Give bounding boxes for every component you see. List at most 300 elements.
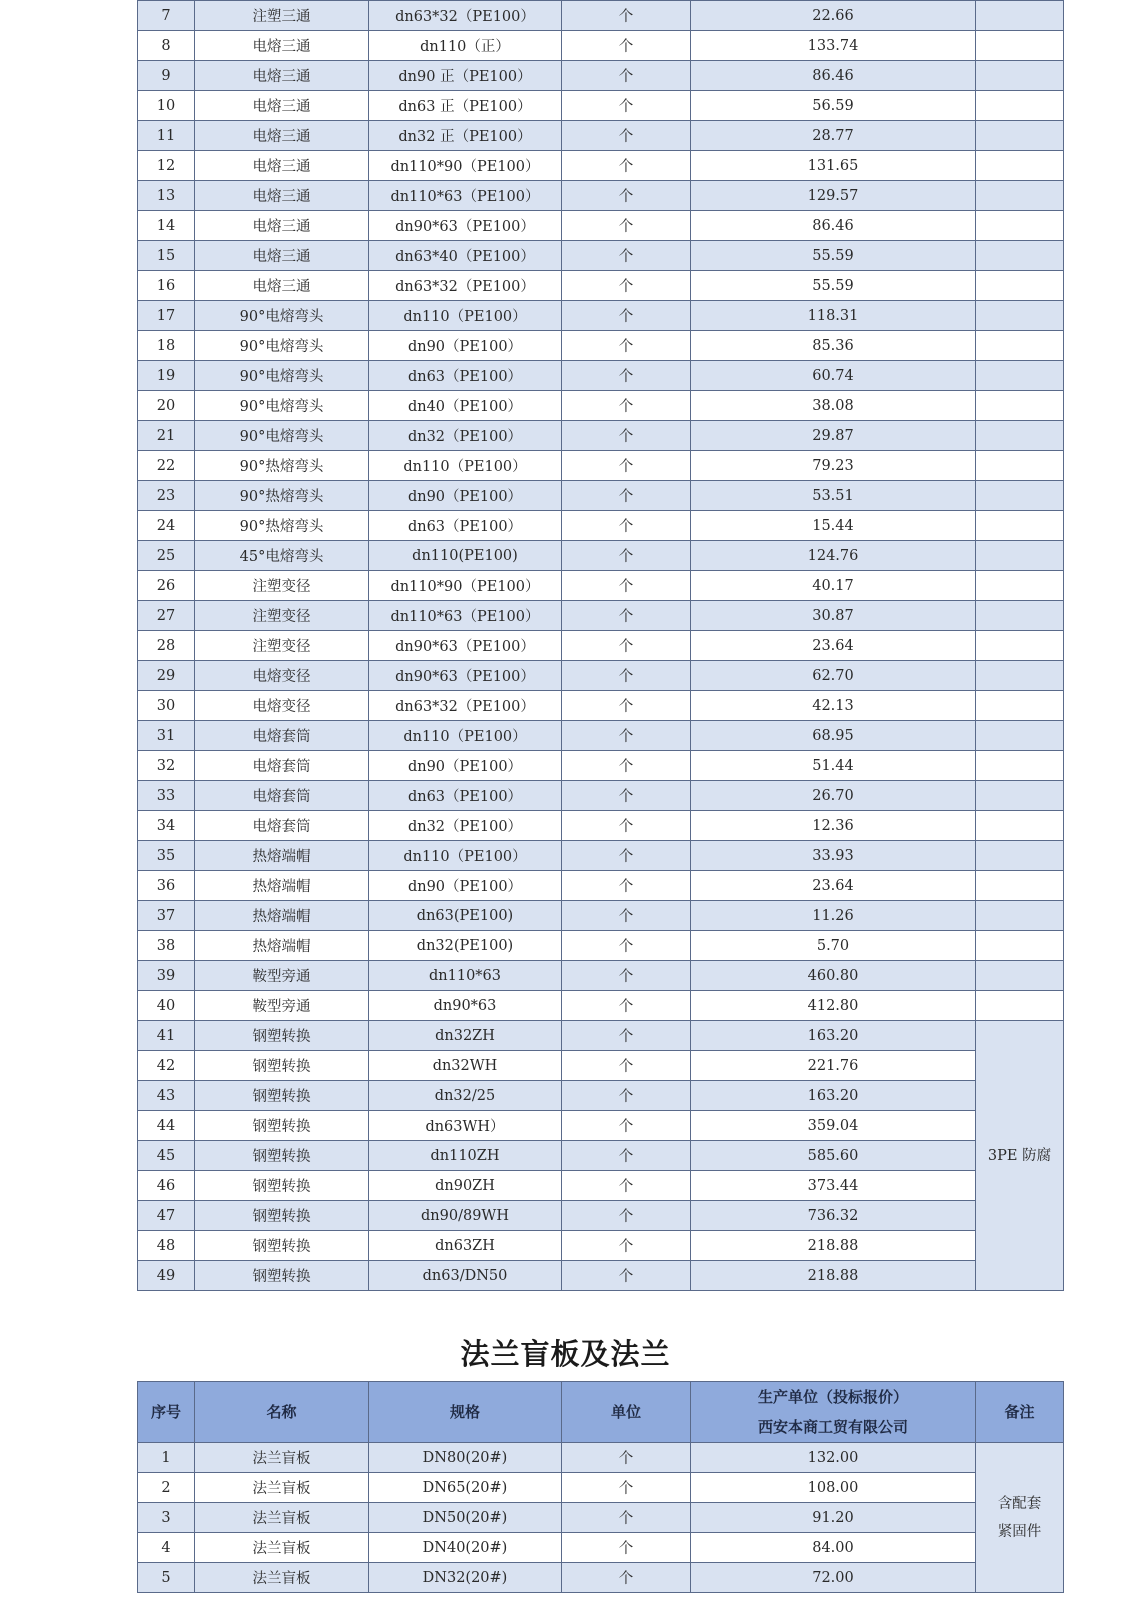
table-row [138,781,1064,811]
cell-no: 27 [138,601,195,631]
cell-spec: dn110*90（PE100） [369,571,562,601]
cell-price: 79.23 [691,451,976,481]
cell-note [976,241,1064,271]
table-row [138,1,1064,31]
cell-name: 钢塑转换 [195,1171,369,1201]
cell-price: 55.59 [691,241,976,271]
cell-spec: dn63*32（PE100） [369,1,562,31]
cell-note [976,661,1064,691]
cell-price: 33.93 [691,841,976,871]
cell-no: 7 [138,1,195,31]
cell-spec: dn32（PE100） [369,421,562,451]
header-note: 备注 [976,1382,1064,1443]
cell-no: 26 [138,571,195,601]
cell-name: 电熔套筒 [195,751,369,781]
table-row [138,1171,1064,1201]
table-row [138,451,1064,481]
cell-unit: 个 [562,841,691,871]
cell-spec: dn90*63（PE100） [369,631,562,661]
table-row [138,661,1064,691]
cell-name: 钢塑转换 [195,1201,369,1231]
cell-unit: 个 [562,61,691,91]
cell-spec: dn90/89WH [369,1201,562,1231]
cell-unit: 个 [562,121,691,151]
cell-name: 钢塑转换 [195,1111,369,1141]
cell-name: 电熔套筒 [195,811,369,841]
fastener-note [976,1443,1064,1593]
cell-unit: 个 [562,811,691,841]
cell-no: 4 [138,1533,195,1563]
cell-unit: 个 [562,511,691,541]
cell-unit: 个 [562,1111,691,1141]
table-row [138,361,1064,391]
table-row [138,691,1064,721]
cell-price: 86.46 [691,61,976,91]
cell-no: 22 [138,451,195,481]
cell-price: 124.76 [691,541,976,571]
section-title: 法兰盲板及法兰 [460,1337,671,1371]
cell-unit: 个 [562,151,691,181]
cell-unit: 个 [562,1021,691,1051]
cell-unit: 个 [562,421,691,451]
cell-price: 85.36 [691,331,976,361]
cell-note [976,991,1064,1021]
table-row [138,301,1064,331]
cell-name: 电熔变径 [195,661,369,691]
cell-no: 16 [138,271,195,301]
cell-unit: 个 [562,931,691,961]
table-row [138,331,1064,361]
cell-name: 热熔端帽 [195,841,369,871]
cell-note [976,631,1064,661]
cell-price: 11.26 [691,901,976,931]
cell-no: 10 [138,91,195,121]
cell-unit: 个 [562,541,691,571]
table-row [138,1533,1064,1563]
cell-spec: DN32(20#) [369,1563,562,1593]
cell-spec: dn63(PE100) [369,901,562,931]
cell-no: 37 [138,901,195,931]
cell-spec: dn63 正（PE100） [369,91,562,121]
cell-name: 电熔三通 [195,31,369,61]
cell-unit: 个 [562,331,691,361]
cell-unit: 个 [562,1081,691,1111]
cell-name: 注塑变径 [195,601,369,631]
cell-unit: 个 [562,91,691,121]
table-row [138,1563,1064,1593]
cell-no: 14 [138,211,195,241]
cell-price: 108.00 [691,1473,976,1503]
cell-unit: 个 [562,871,691,901]
cell-name: 90°热熔弯头 [195,481,369,511]
cell-name: 45°电熔弯头 [195,541,369,571]
cell-note [976,391,1064,421]
cell-note [976,1,1064,31]
cell-name: 热熔端帽 [195,871,369,901]
cell-spec: DN65(20#) [369,1473,562,1503]
cell-note [976,931,1064,961]
cell-unit: 个 [562,691,691,721]
header-price [691,1382,976,1443]
cell-name: 电熔套筒 [195,721,369,751]
cell-price: 131.65 [691,151,976,181]
cell-name: 电熔三通 [195,211,369,241]
cell-no: 31 [138,721,195,751]
cell-unit: 个 [562,31,691,61]
table-row [138,1141,1064,1171]
cell-name: 法兰盲板 [195,1473,369,1503]
cell-price: 60.74 [691,361,976,391]
table-header-row [138,1382,1064,1443]
table-row [138,541,1064,571]
cell-note [976,301,1064,331]
cell-unit: 个 [562,1,691,31]
table-row [138,241,1064,271]
cell-spec: dn63（PE100） [369,511,562,541]
cell-note [976,541,1064,571]
cell-note [976,601,1064,631]
cell-spec: dn63*32（PE100） [369,271,562,301]
table-row [138,211,1064,241]
table-row [138,631,1064,661]
table-row [138,31,1064,61]
cell-price: 218.88 [691,1231,976,1261]
cell-name: 电熔三通 [195,61,369,91]
cell-name: 90°电熔弯头 [195,421,369,451]
cell-no: 12 [138,151,195,181]
cell-price: 29.87 [691,421,976,451]
cell-note [976,691,1064,721]
header-no: 序号 [138,1382,195,1443]
steel-plastic-note: 3PE 防腐 [976,1021,1064,1291]
fastener-note-line2: 紧固件 [997,1523,1042,1540]
cell-no: 43 [138,1081,195,1111]
table-row [138,961,1064,991]
header-name: 名称 [195,1382,369,1443]
cell-price: 72.00 [691,1563,976,1593]
cell-note [976,361,1064,391]
cell-name: 钢塑转换 [195,1141,369,1171]
cell-unit: 个 [562,1503,691,1533]
cell-price: 218.88 [691,1261,976,1291]
cell-note [976,31,1064,61]
cell-spec: dn110（PE100） [369,721,562,751]
cell-no: 23 [138,481,195,511]
cell-no: 42 [138,1051,195,1081]
cell-spec: dn32/25 [369,1081,562,1111]
cell-note [976,271,1064,301]
header-price-line2: 西安本商工贸有限公司 [757,1418,908,1436]
cell-unit: 个 [562,1141,691,1171]
cell-no: 48 [138,1231,195,1261]
cell-spec: dn110*90（PE100） [369,151,562,181]
cell-no: 9 [138,61,195,91]
table-row [138,931,1064,961]
cell-no: 45 [138,1141,195,1171]
cell-price: 129.57 [691,181,976,211]
cell-unit: 个 [562,211,691,241]
cell-no: 35 [138,841,195,871]
cell-spec: dn63（PE100） [369,781,562,811]
cell-name: 电熔三通 [195,121,369,151]
cell-spec: DN50(20#) [369,1503,562,1533]
cell-spec: dn90 正（PE100） [369,61,562,91]
table-row [138,1473,1064,1503]
cell-price: 84.00 [691,1533,976,1563]
cell-price: 460.80 [691,961,976,991]
cell-spec: dn90（PE100） [369,331,562,361]
table-row [138,181,1064,211]
cell-no: 19 [138,361,195,391]
cell-spec: dn110(PE100) [369,541,562,571]
cell-note [976,901,1064,931]
cell-unit: 个 [562,751,691,781]
cell-spec: dn90*63（PE100） [369,661,562,691]
cell-unit: 个 [562,1171,691,1201]
cell-note [976,961,1064,991]
cell-no: 24 [138,511,195,541]
cell-name: 钢塑转换 [195,1081,369,1111]
cell-no: 21 [138,421,195,451]
cell-price: 42.13 [691,691,976,721]
cell-price: 15.44 [691,511,976,541]
table-row [138,1503,1064,1533]
cell-spec: dn90*63 [369,991,562,1021]
header-unit: 单位 [562,1382,691,1443]
cell-price: 38.08 [691,391,976,421]
table-row [138,721,1064,751]
table-row [138,1111,1064,1141]
cell-name: 电熔三通 [195,91,369,121]
table-row [138,751,1064,781]
cell-no: 11 [138,121,195,151]
cell-unit: 个 [562,1443,691,1473]
cell-no: 40 [138,991,195,1021]
cell-note [976,61,1064,91]
table-row [138,901,1064,931]
cell-unit: 个 [562,1051,691,1081]
cell-spec: dn90（PE100） [369,871,562,901]
cell-name: 法兰盲板 [195,1533,369,1563]
cell-note [976,331,1064,361]
cell-price: 30.87 [691,601,976,631]
cell-spec: dn90（PE100） [369,481,562,511]
cell-price: 163.20 [691,1021,976,1051]
cell-spec: dn90ZH [369,1171,562,1201]
cell-note [976,451,1064,481]
table-row [138,1201,1064,1231]
cell-spec: dn63*32（PE100） [369,691,562,721]
cell-name: 法兰盲板 [195,1563,369,1593]
cell-price: 585.60 [691,1141,976,1171]
cell-no: 41 [138,1021,195,1051]
cell-spec: dn110*63（PE100） [369,181,562,211]
cell-name: 90°电熔弯头 [195,331,369,361]
cell-spec: dn90*63（PE100） [369,211,562,241]
cell-no: 46 [138,1171,195,1201]
table-row [138,1261,1064,1291]
cell-price: 51.44 [691,751,976,781]
cell-unit: 个 [562,901,691,931]
cell-unit: 个 [562,961,691,991]
table-row [138,151,1064,181]
cell-name: 注塑三通 [195,1,369,31]
cell-name: 90°热熔弯头 [195,511,369,541]
cell-note [976,421,1064,451]
header-price-line1: 生产单位（投标报价） [757,1388,908,1406]
cell-price: 28.77 [691,121,976,151]
cell-no: 32 [138,751,195,781]
cell-name: 热熔端帽 [195,931,369,961]
cell-no: 28 [138,631,195,661]
cell-name: 电熔套筒 [195,781,369,811]
cell-no: 1 [138,1443,195,1473]
cell-unit: 个 [562,601,691,631]
cell-spec: dn63WH） [369,1111,562,1141]
cell-spec: dn110（正） [369,31,562,61]
cell-name: 90°电熔弯头 [195,391,369,421]
cell-unit: 个 [562,1261,691,1291]
cell-spec: dn110（PE100） [369,841,562,871]
cell-unit: 个 [562,991,691,1021]
cell-price: 373.44 [691,1171,976,1201]
cell-no: 8 [138,31,195,61]
cell-unit: 个 [562,361,691,391]
cell-note [976,511,1064,541]
cell-price: 23.64 [691,631,976,661]
cell-note [976,181,1064,211]
cell-spec: dn32WH [369,1051,562,1081]
cell-name: 法兰盲板 [195,1503,369,1533]
cell-no: 30 [138,691,195,721]
cell-no: 33 [138,781,195,811]
table-row [138,481,1064,511]
cell-unit: 个 [562,1231,691,1261]
fittings-price-table [137,0,1064,1291]
table-row [138,61,1064,91]
cell-note [976,151,1064,181]
flange-table-body [138,1443,1064,1593]
cell-price: 62.70 [691,661,976,691]
cell-unit: 个 [562,1533,691,1563]
cell-no: 2 [138,1473,195,1503]
cell-unit: 个 [562,391,691,421]
cell-name: 电熔三通 [195,271,369,301]
cell-unit: 个 [562,301,691,331]
cell-unit: 个 [562,661,691,691]
cell-spec: dn90（PE100） [369,751,562,781]
cell-price: 359.04 [691,1111,976,1141]
table-row [138,1443,1064,1473]
cell-price: 5.70 [691,931,976,961]
cell-name: 注塑变径 [195,571,369,601]
cell-note [976,871,1064,901]
cell-name: 注塑变径 [195,631,369,661]
table-row [138,811,1064,841]
fittings-table-body [138,1,1064,1291]
cell-spec: dn63*40（PE100） [369,241,562,271]
cell-note [976,781,1064,811]
cell-unit: 个 [562,1201,691,1231]
cell-price: 26.70 [691,781,976,811]
cell-unit: 个 [562,241,691,271]
cell-name: 鞍型旁通 [195,991,369,1021]
cell-no: 47 [138,1201,195,1231]
header-spec: 规格 [369,1382,562,1443]
flange-price-table [137,1381,1064,1593]
cell-no: 36 [138,871,195,901]
cell-name: 钢塑转换 [195,1021,369,1051]
cell-name: 鞍型旁通 [195,961,369,991]
cell-spec: dn110*63 [369,961,562,991]
cell-price: 53.51 [691,481,976,511]
cell-no: 3 [138,1503,195,1533]
cell-price: 91.20 [691,1503,976,1533]
cell-no: 49 [138,1261,195,1291]
cell-price: 40.17 [691,571,976,601]
cell-note [976,211,1064,241]
cell-price: 68.95 [691,721,976,751]
cell-name: 热熔端帽 [195,901,369,931]
cell-price: 12.36 [691,811,976,841]
cell-name: 钢塑转换 [195,1261,369,1291]
cell-price: 22.66 [691,1,976,31]
cell-unit: 个 [562,571,691,601]
table-row [138,871,1064,901]
cell-spec: dn63/DN50 [369,1261,562,1291]
cell-no: 15 [138,241,195,271]
cell-price: 23.64 [691,871,976,901]
cell-name: 电熔三通 [195,151,369,181]
table-row [138,1231,1064,1261]
cell-no: 17 [138,301,195,331]
table-row [138,271,1064,301]
table-row [138,91,1064,121]
cell-no: 29 [138,661,195,691]
cell-name: 90°电熔弯头 [195,361,369,391]
cell-note [976,481,1064,511]
cell-unit: 个 [562,481,691,511]
cell-name: 法兰盲板 [195,1443,369,1473]
cell-spec: DN80(20#) [369,1443,562,1473]
cell-name: 电熔三通 [195,241,369,271]
cell-name: 90°热熔弯头 [195,451,369,481]
cell-no: 5 [138,1563,195,1593]
cell-price: 86.46 [691,211,976,241]
cell-unit: 个 [562,181,691,211]
cell-spec: dn32 正（PE100） [369,121,562,151]
cell-no: 39 [138,961,195,991]
cell-no: 25 [138,541,195,571]
cell-name: 钢塑转换 [195,1051,369,1081]
cell-price: 133.74 [691,31,976,61]
cell-price: 55.59 [691,271,976,301]
table-row [138,841,1064,871]
cell-spec: dn63ZH [369,1231,562,1261]
table-row [138,511,1064,541]
cell-unit: 个 [562,271,691,301]
cell-price: 132.00 [691,1443,976,1473]
cell-spec: dn110*63（PE100） [369,601,562,631]
cell-spec: DN40(20#) [369,1533,562,1563]
cell-no: 18 [138,331,195,361]
cell-name: 电熔三通 [195,181,369,211]
cell-spec: dn110（PE100） [369,451,562,481]
cell-name: 90°电熔弯头 [195,301,369,331]
table-row [138,601,1064,631]
cell-no: 34 [138,811,195,841]
cell-price: 56.59 [691,91,976,121]
